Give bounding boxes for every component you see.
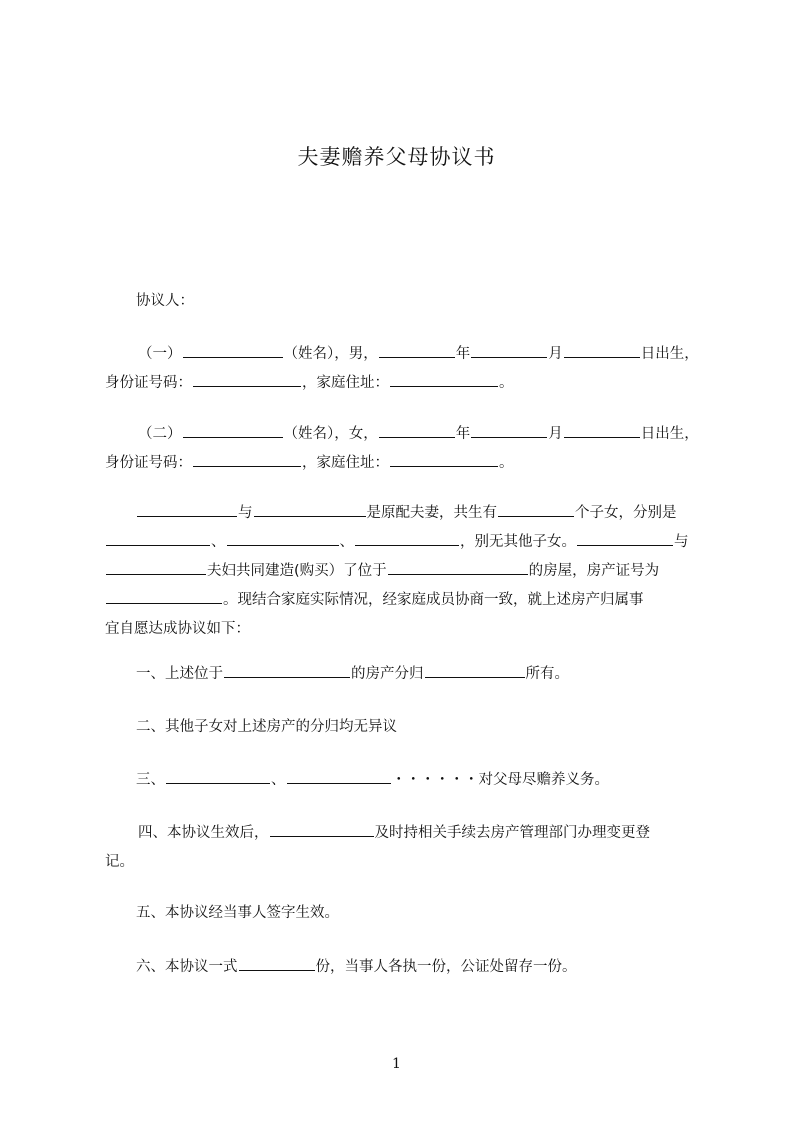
clause-six-copies-blank[interactable] — [239, 955, 315, 971]
child-one-blank[interactable] — [106, 530, 210, 546]
party-one-address-blank[interactable] — [390, 371, 498, 387]
party-two-name-blank[interactable] — [183, 422, 283, 438]
clause-two — [105, 713, 703, 742]
party-two-line-2 — [105, 449, 703, 478]
party-one-end: 。 — [499, 375, 514, 391]
document-title: 夫妻赡养父母协议书 — [297, 145, 496, 169]
child-two-blank[interactable] — [227, 530, 339, 546]
intro-line-1 — [105, 499, 703, 528]
intro-text-8: 。现结合家庭实际情况，经家庭成员协商一致，就上述房产归属事 — [223, 592, 644, 608]
parties-label: 协议人： — [136, 293, 194, 309]
party-two-prefix: （二） — [138, 426, 182, 442]
intro-sep-2: 、 — [339, 534, 354, 550]
party-one-line-1 — [105, 340, 703, 369]
clause-three-child-one-blank[interactable] — [166, 768, 270, 784]
party-two-year-label: 年 — [455, 426, 471, 442]
party-two-month-label: 月 — [548, 426, 563, 442]
clause-three-text-b: ・・・・・・对父母尽赡养义务。 — [391, 772, 609, 788]
children-count-blank[interactable] — [498, 501, 574, 517]
party-two-paragraph — [105, 420, 703, 478]
clause-one-line — [105, 660, 703, 689]
clause-three-line — [105, 766, 703, 795]
clause-six-line — [105, 953, 703, 982]
party-one-address-label: ，家庭住址： — [302, 375, 389, 391]
owner-one-blank[interactable] — [577, 530, 673, 546]
clause-six-text-a: 六、本协议一式 — [136, 959, 238, 975]
party-two-address-label: ，家庭住址： — [302, 455, 389, 471]
party-two-line-1 — [105, 420, 703, 449]
party-two-birth-label: 日出生， — [640, 426, 699, 442]
clause-four-line-1 — [105, 819, 703, 848]
party-two-year-blank[interactable] — [379, 422, 455, 438]
clause-one-owner-blank[interactable] — [425, 662, 525, 678]
child-three-blank[interactable] — [355, 530, 459, 546]
intro-text-2: 是原配夫妻，共生有 — [366, 505, 497, 521]
intro-text-4: ，别无其他子女。 — [460, 534, 576, 550]
party-one-name-blank[interactable] — [183, 342, 283, 358]
clause-six-text-b: 份，当事人各执一份，公证处留存一份。 — [315, 959, 577, 975]
party-one-prefix: （一） — [138, 346, 182, 362]
clause-two-text: 二、其他子女对上述房产的分归均无异议 — [136, 719, 397, 735]
clause-one-location-blank[interactable] — [224, 662, 350, 678]
party-one-line-2 — [105, 369, 703, 398]
intro-line-2 — [105, 528, 703, 557]
clause-one-text-a: 一、上述位于 — [136, 666, 223, 682]
party-one-month-blank[interactable] — [471, 342, 547, 358]
party-one-paragraph — [105, 340, 703, 398]
party-one-month-label: 月 — [548, 346, 563, 362]
clause-three-child-two-blank[interactable] — [287, 768, 391, 784]
certificate-number-blank[interactable] — [106, 588, 222, 604]
party-two-name-suffix: （姓名），女， — [283, 426, 378, 442]
party-two-end: 。 — [499, 455, 514, 471]
intro-line-4 — [105, 586, 703, 615]
clause-four — [105, 819, 703, 877]
page-number: 1 — [392, 1056, 401, 1072]
husband-name-blank[interactable] — [137, 501, 237, 517]
intro-text-5: 与 — [674, 534, 689, 550]
intro-text-3: 个子女，分别是 — [575, 505, 677, 521]
clause-four-line-2: 记。 — [105, 854, 134, 870]
clause-six — [105, 953, 703, 982]
owner-two-blank[interactable] — [106, 559, 206, 575]
party-one-year-label: 年 — [455, 346, 471, 362]
clause-three-text-a: 三、 — [136, 772, 165, 788]
clause-four-text-a: 四、本协议生效后， — [138, 825, 269, 841]
intro-line-5 — [105, 615, 703, 644]
party-two-id-label: 身份证号码： — [105, 455, 192, 471]
parties-label-paragraph — [105, 287, 703, 316]
intro-text-9: 宜自愿达成协议如下： — [105, 621, 250, 637]
intro-sep-1: 、 — [211, 534, 226, 550]
intro-text-1: 与 — [238, 505, 253, 521]
intro-line-3 — [105, 557, 703, 586]
clause-four-person-blank[interactable] — [270, 821, 374, 837]
party-one-name-suffix: （姓名），男， — [283, 346, 378, 362]
clause-one — [105, 660, 703, 689]
intro-text-7: 的房屋，房产证号为 — [528, 563, 660, 579]
clause-five — [105, 899, 703, 928]
property-location-blank[interactable] — [388, 559, 528, 575]
clause-one-text-c: 所有。 — [525, 666, 569, 682]
party-one-id-blank[interactable] — [193, 371, 301, 387]
clause-three-sep: 、 — [271, 772, 286, 788]
party-two-day-blank[interactable] — [564, 422, 640, 438]
clause-five-text: 五、本协议经当事人签字生效。 — [136, 905, 339, 921]
clause-four-text-b: 及时持相关手续去房产管理部门办理变更登 — [374, 825, 650, 841]
intro-paragraph — [105, 499, 703, 644]
party-one-birth-label: 日出生， — [640, 346, 699, 362]
party-one-day-blank[interactable] — [564, 342, 640, 358]
intro-text-6: 夫妇共同建造(购买）了位于 — [207, 563, 387, 579]
wife-name-blank[interactable] — [254, 501, 366, 517]
party-two-address-blank[interactable] — [390, 451, 498, 467]
party-two-month-blank[interactable] — [471, 422, 547, 438]
party-one-year-blank[interactable] — [379, 342, 455, 358]
clause-one-text-b: 的房产分归 — [351, 666, 424, 682]
party-two-id-blank[interactable] — [193, 451, 301, 467]
clause-three — [105, 766, 703, 795]
party-one-id-label: 身份证号码： — [105, 375, 192, 391]
